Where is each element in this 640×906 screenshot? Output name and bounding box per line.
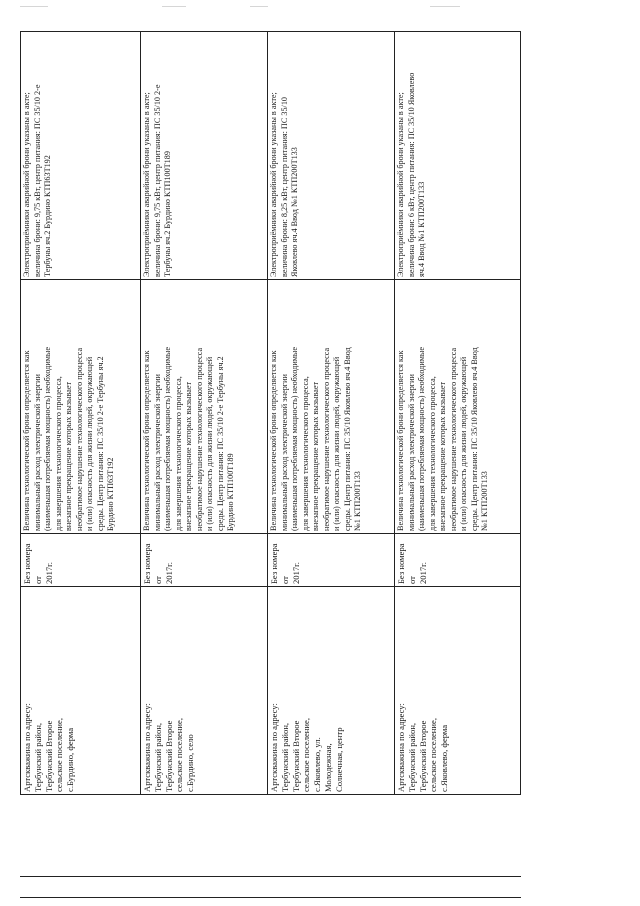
description-cell: Величина технологической брони определяется как минимальный расход электрической энергии (наименьшая потребляемая мощность) необходимые для завершения технологического процесса, внезапное прекращение которых вызывает необратимое нарушение технологического процесса и (или) опасность для жизни людей, окружающей среды. Центр питания: ПС 35/10 2-е Тербуны яч.2 Бурдино КТП63Т192 xyxy=(22,346,115,531)
page-rule xyxy=(20,876,521,877)
row-divider xyxy=(140,31,141,794)
address-cell: Артскважина по адресу: Тербунский район, Тербунский Второе сельское поселение, с.Яковлево, ул. Молодежная, Солнечная, центр xyxy=(269,703,344,792)
scan-speck xyxy=(250,6,268,7)
scan-speck xyxy=(430,6,460,7)
column-divider xyxy=(20,279,521,280)
reserve-cell: Электроприёмники аварийной брони указаны в акте; величина брони: 9,75 кВт, центр питания: ПС 35/10 2-е Тербуны яч.2 Бурдино КТП63Т192 xyxy=(22,84,52,277)
number-cell: Без номера от 2017г. xyxy=(142,543,174,584)
address-cell: Артскважина по адресу: Тербунский район, Тербунский Второе сельское поселение, с.Бурдино, село xyxy=(142,703,196,792)
description-cell: Величина технологической брони определяется как минимальный расход электрической энергии (наименьшая потребляемая мощность) необходимые для завершения технологического процесса, внезапное прекращение которых вызывает необратимое нарушение технологического процесса и (или) опасность для жизни людей, окружающей среды. Центр питания: ПС 35/10 Яковлево яч.4 Ввод №1 КТП200Т133 xyxy=(269,346,362,531)
address-cell: Артскважина по адресу: Тербунский район, Тербунский Второе сельское поселение, с.Бурдино, ферма xyxy=(22,703,76,792)
page-rule xyxy=(20,897,521,898)
scan-speck xyxy=(162,6,186,7)
number-cell: Без номера от 2017г. xyxy=(22,543,54,584)
description-cell: Величина технологической брони определяется как минимальный расход электрической энергии (наименьшая потребляемая мощность) необходимые для завершения технологического процесса, внезапное прекращение которых вызывает необратимое нарушение технологического процесса и (или) опасность для жизни людей, окружающей среды. Центр питания: ПС 35/10 Яковлево яч.4 Ввод №1 КТП200Т133 xyxy=(396,346,489,531)
reserve-cell: Электроприёмники аварийной брони указаны в акте; величина брони: 6 кВт, центр питания: ПС 35/10 Яковлево яч.4 Ввод №1 КТП200Т133 xyxy=(396,72,426,277)
row-divider xyxy=(267,31,268,794)
description-cell: Величина технологической брони определяется как минимальный расход электрической энергии (наименьшая потребляемая мощность) необходимые для завершения технологического процесса, внезапное прекращение которых вызывает необратимое нарушение технологического процесса и (или) опасность для жизни людей, окружающей среды. Центр питания: ПС 35/10 2-е Тербуны яч.2 Бурдино КТП100Т189 xyxy=(142,346,235,531)
column-divider xyxy=(20,586,521,587)
number-cell: Без номера от 2017г. xyxy=(396,543,428,584)
scan-speck xyxy=(20,6,48,7)
table-bottom-rule xyxy=(20,794,521,795)
reserve-cell: Электроприёмники аварийной брони указаны в акте; величина брони: 9,75 кВт, центр питания: ПС 35/10 2-е Тербуны яч.2 Бурдино КТП100Т189 xyxy=(142,84,172,277)
row-divider xyxy=(394,31,395,794)
number-cell: Без номера от 2017г. xyxy=(269,543,301,584)
address-cell: Артскважина по адресу: Тербунский район, Тербунский Второе сельское поселение, с.Яковлево, ферма xyxy=(396,703,450,792)
reserve-cell: Электроприёмники аварийной брони указаны в акте; величина брони: 8,25 кВт, центр питания: ПС 35/10 Яковлево яч.4 Ввод №1 КТП200Т133 xyxy=(269,92,299,277)
